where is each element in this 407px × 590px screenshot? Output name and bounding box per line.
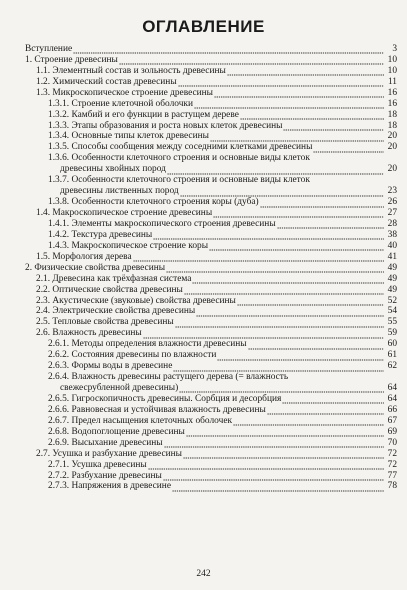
toc-entry-text: 1. Строение древесины [25,54,118,65]
toc-entry [25,88,397,99]
toc-leader-dots [192,274,384,285]
toc-leader-dots [175,317,384,328]
toc-entry-page: 3 [392,43,397,54]
toc-entry-page: 66 [387,404,397,415]
toc-entry-text: 1.3. Микроскопическое строение древесины [36,87,213,98]
toc-leader-dots [186,427,384,438]
toc-leader-dots [133,252,384,263]
toc-entry [25,44,397,55]
toc-entry [25,394,397,405]
toc-leader-dots [183,449,384,460]
page-title: ОГЛАВЛЕНИЕ [142,17,265,36]
toc-entry [25,296,397,307]
toc-leader-dots [119,55,384,66]
toc-entry [25,230,397,241]
toc-entry [25,197,397,208]
toc-leader-dots [237,296,384,307]
toc-leader-dots [163,471,384,482]
toc-entry [25,164,397,175]
toc-entry-page: 62 [387,361,397,372]
toc-entry-text: 1.5. Морфология дерева [36,251,132,262]
toc-leader-dots [167,164,384,175]
toc-leader-dots [267,405,384,416]
toc-entry [25,339,397,350]
toc-leader-dots [240,110,384,121]
toc-entry-text: 1.2. Химический состав древесины [36,76,177,87]
toc-entry-text: 2.7. Усушка и разбухание древесины [36,448,182,459]
toc-entry-text: 1.3.5. Способы сообщения между соседними клетками древесины [48,142,313,153]
toc-leader-dots [213,208,384,219]
toc-entry-page: 64 [387,393,397,404]
toc-entry-page: 18 [387,109,397,120]
toc-entry-text: 2.1. Древесина как трёхфазная система [36,273,192,284]
toc-entry-text: 1.3.8. Особенности клеточного строения коры (дуба) [48,197,259,208]
toc-entry-text: 2.6.8. Водопоглощение древесины [48,426,185,437]
toc-entry [25,263,397,274]
toc-entry-text: 1.3.3. Этапы образования и роста новых клеток древесины [48,120,283,131]
toc-entry-text: Вступление [25,43,73,54]
toc-entry-page: 26 [387,197,397,208]
toc-entry [25,427,397,438]
toc-entry [25,449,397,460]
toc-entry [25,175,397,186]
toc-entry [25,153,397,164]
toc-leader-dots [194,99,384,110]
toc-entry-page: 41 [387,251,397,262]
page-number: 242 [196,569,211,579]
toc-entry [25,77,397,88]
toc-entry [25,383,397,394]
toc-entry-text: 2.6.3. Формы воды в древесине [48,361,173,372]
toc-entry-text: 2.6.4. Влажность древесины растущего дерева (= влажность [48,372,289,383]
toc-entry-text: 2.6. Влажность древесины [36,328,142,339]
toc-entry-text: 2.6.5. Гигроскопичность древесины. Сорбция и десорбция [48,393,282,404]
toc-entry-text: 2. Физические свойства древесины [25,262,166,273]
toc-entry-page: 55 [387,317,397,328]
toc-leader-dots [196,307,384,318]
toc-leader-dots [227,66,384,77]
toc-entry [25,416,397,427]
toc-entry [25,142,397,153]
toc-entry-page: 20 [387,164,397,175]
toc-entry-page: 59 [387,328,397,339]
toc-entry [25,55,397,66]
toc-entry-page: 28 [387,218,397,229]
toc-leader-dots [73,44,384,55]
toc-entry-page: 70 [387,437,397,448]
toc-entry-page: 72 [387,459,397,470]
toc-entry-text: 2.6.7. Предел насыщения клеточных оболочек [48,415,233,426]
toc-entry-page: 38 [387,229,397,240]
toc-leader-dots [166,263,384,274]
toc-leader-dots [313,142,384,153]
toc-entry [25,350,397,361]
toc-entry-text: 2.2. Оптические свойства древесины [36,284,183,295]
toc-leader-dots [148,460,384,471]
toc-entry-page: 52 [387,295,397,306]
toc-entry [25,460,397,471]
toc-entry [25,241,397,252]
toc-entry-page: 49 [387,262,397,273]
toc-leader-dots [153,230,384,241]
toc-entry [25,361,397,372]
toc-entry-text: 1.3.7. Особенности клеточного строения и основные виды клеток [48,175,310,186]
toc-entry-page: 72 [387,448,397,459]
toc-entry-page: 11 [387,76,397,87]
toc-entry-text: 1.4.1. Элементы макроскопического строения древесины [48,218,276,229]
toc-leader-dots [180,186,384,197]
toc-entry-text: 1.3.4. Основные типы клеток древесины [48,131,209,142]
toc-entry-text: 1.3.1. Строение клеточной оболочки [48,98,193,109]
toc-entry-text: 1.4. Макроскопическое строение древесины [36,208,213,219]
toc-leader-dots [173,361,384,372]
toc-entry-text: 2.6.2. Состояния древесины по влажности [48,350,217,361]
toc-entry-page: 27 [387,208,397,219]
toc-entry-page: 23 [387,186,397,197]
toc-entry [25,121,397,132]
toc-entry-text: свежесрубленной древесины) [60,383,179,394]
toc-entry [25,110,397,121]
table-of-contents [25,44,397,492]
toc-leader-dots [233,416,384,427]
toc-entry-page: 20 [387,142,397,153]
toc-entry-page: 18 [387,120,397,131]
toc-entry [25,274,397,285]
toc-leader-dots [179,383,384,394]
toc-entry-page: 77 [387,470,397,481]
toc-leader-dots [214,88,384,99]
toc-leader-dots [184,285,384,296]
toc-entry [25,285,397,296]
toc-leader-dots [283,121,384,132]
toc-entry-page: 10 [387,65,397,76]
toc-entry-page: 67 [387,415,397,426]
toc-entry-page: 78 [387,481,397,492]
toc-entry-text: 2.7.2. Разбухание древесины [48,470,162,481]
toc-entry-page: 54 [387,306,397,317]
toc-entry-text: 2.6.1. Методы определения влажности древесины [48,339,247,350]
toc-entry-text: древесины хвойных пород [60,164,166,175]
toc-entry [25,482,397,493]
toc-entry-text: 2.7.1. Усушка древесины [48,459,147,470]
toc-leader-dots [260,197,384,208]
toc-entry-page: 69 [387,426,397,437]
toc-entry [25,186,397,197]
toc-leader-dots [282,394,384,405]
toc-entry-page: 60 [387,339,397,350]
toc-entry-page: 20 [387,131,397,142]
toc-entry [25,471,397,482]
toc-entry [25,438,397,449]
toc-entry-text: 2.3. Акустические (звуковые) свойства древесины [36,295,236,306]
toc-leader-dots [178,77,384,88]
toc-entry [25,66,397,77]
toc-entry-page: 16 [387,87,397,98]
toc-entry [25,405,397,416]
toc-entry-text: 1.4.2. Текстура древесины [48,229,153,240]
toc-entry-text: 2.7.3. Напряжения в древесине [48,481,171,492]
toc-leader-dots [164,438,384,449]
toc-entry-text: 2.6.9. Высыхание древесины [48,437,163,448]
toc-entry-text: 1.3.2. Камбий и его функции в растущем дереве [48,109,239,120]
toc-entry [25,208,397,219]
toc-entry-page: 40 [387,240,397,251]
toc-entry [25,307,397,318]
toc-entry [25,317,397,328]
toc-entry [25,328,397,339]
toc-entry-text: 2.4. Электрические свойства древесины [36,306,196,317]
toc-entry [25,132,397,143]
toc-entry-text: 2.6.6. Равновесная и устойчивая влажность древесины [48,404,266,415]
toc-leader-dots [217,350,384,361]
toc-entry [25,252,397,263]
toc-entry-page: 16 [387,98,397,109]
toc-entry-page: 49 [387,284,397,295]
toc-entry-text: 2.5. Тепловые свойства древесины [36,317,174,328]
toc-entry-page: 10 [387,54,397,65]
toc-entry-text: древесины лиственных пород [60,186,179,197]
toc-leader-dots [143,328,384,339]
toc-entry-text: 1.3.6. Особенности клеточного строения и основные виды клеток [48,153,310,164]
toc-entry-text: 1.1. Элементный состав и зольность древесины [36,65,226,76]
toc-leader-dots [210,132,384,143]
toc-entry [25,372,397,383]
toc-entry-page: 49 [387,273,397,284]
toc-entry [25,219,397,230]
toc-leader-dots [248,339,384,350]
toc-leader-dots [209,241,384,252]
toc-leader-dots [277,219,384,230]
toc-entry [25,99,397,110]
toc-entry-text: 1.4.3. Макроскопическое строение коры [48,240,209,251]
toc-leader-dots [172,482,384,493]
toc-entry-page: 64 [387,383,397,394]
toc-entry-page: 61 [387,350,397,361]
